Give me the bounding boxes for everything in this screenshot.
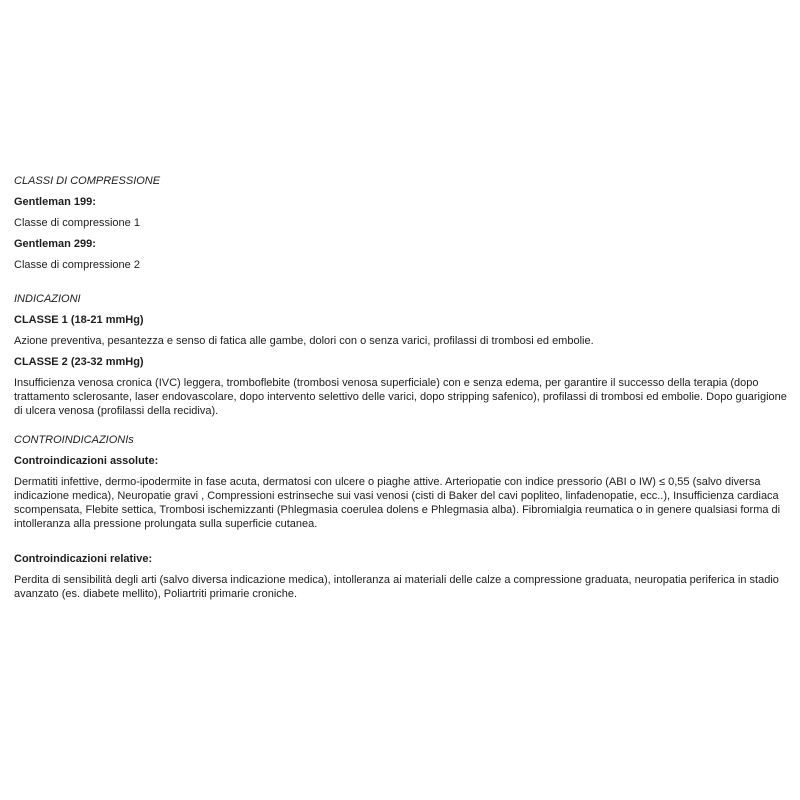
classe-2-description: Insufficienza venosa cronica (IVC) leggera, tromboflebite (trombosi venosa superficiale) con e senza edema, per garantire il successo della terapia (dopo trattamento sclerosante, laser endovascolare, dopo intervento selettivo delle varici, dopo stripping safenico), profilassi di trombosi ed embolie. Dopo guarigione di ulcera venosa (profilassi della recidiva). — [14, 377, 787, 417]
classe-2-heading: CLASSE 2 (23-32 mmHg) — [14, 356, 144, 368]
section-title-classi-di-compressione: CLASSI DI COMPRESSIONE — [14, 175, 161, 187]
section-indicazioni — [14, 292, 794, 418]
section-controindicazioni — [14, 433, 794, 601]
section-title-indicazioni: INDICAZIONI — [14, 293, 81, 305]
section-title-controindicazioni: CONTROINDICAZIONIs — [14, 434, 134, 446]
controindicazioni-relative-description: Perdita di sensibilità degli arti (salvo diversa indicazione medica), intolleranza ai materiali delle calze a compressione graduata, neuropatia periferica in stadio avanzato (es. diabete mellito), Poliartriti primarie croniche. — [14, 574, 779, 600]
gentleman-199-class-value: Classe di compressione 1 — [14, 217, 140, 229]
controindicazioni-relative-heading: Controindicazioni relative: — [14, 553, 153, 565]
classe-1-heading: CLASSE 1 (18-21 mmHg) — [14, 314, 144, 326]
section-compression-classes — [14, 174, 794, 272]
gentleman-299-class-value: Classe di compressione 2 — [14, 259, 140, 271]
controindicazioni-assolute-description: Dermatiti infettive, dermo-ipodermite in fase acuta, dermatosi con ulcere o piaghe attive. Arteriopatie con indice pressorio (ABI o IW) ≤ 0,55 (salvo diversa indicazione medica), Neuropatie gravi , Compressioni estrinseche sui vasi venosi (cisti di Baker del cavi popliteo, linfadenopatie, ecc..), Insufficienza cardiaca scompensata, Flebite settica, Trombosi ischemizzanti (Phlegmasia coerulea dolens e Phlegmasia alba). Fibromialgia reumatica o in genere qualsiasi forma di intolleranza alla pressione prolungata sulla superficie cutanea. — [14, 476, 781, 530]
controindicazioni-assolute-heading: Controindicazioni assolute: — [14, 455, 159, 467]
gentleman-299-label: Gentleman 299: — [14, 238, 96, 250]
gentleman-199-label: Gentleman 199: — [14, 196, 96, 208]
classe-1-description: Azione preventiva, pesantezza e senso di fatica alle gambe, dolori con o senza varici, profilassi di trombosi ed embolie. — [14, 335, 594, 347]
